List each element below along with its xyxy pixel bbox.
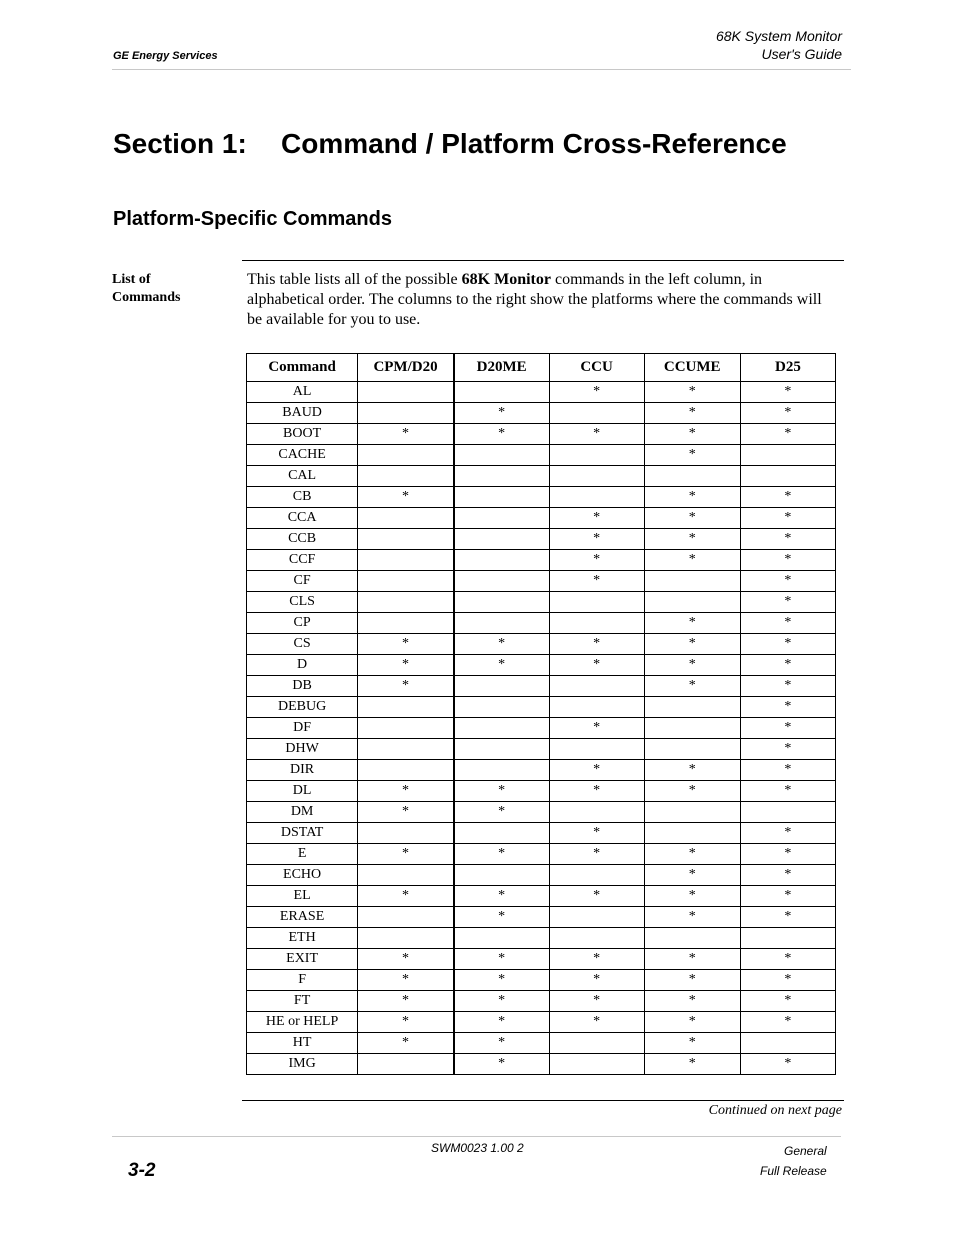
- table-row: [247, 676, 836, 697]
- platform-cell: *: [549, 529, 644, 550]
- platform-cell: *: [549, 424, 644, 445]
- platform-cell: *: [644, 445, 740, 466]
- platform-cell: *: [644, 424, 740, 445]
- platform-cell: *: [740, 403, 835, 424]
- platform-cell: *: [454, 1033, 549, 1054]
- platform-cell: *: [740, 865, 835, 886]
- footer-right: [760, 1141, 827, 1181]
- platform-cell: [358, 592, 454, 613]
- platform-cell: [358, 697, 454, 718]
- platform-cell: [549, 592, 644, 613]
- table-row: [247, 991, 836, 1012]
- platform-cell: *: [740, 844, 835, 865]
- platform-cell: [454, 445, 549, 466]
- platform-cell: *: [454, 949, 549, 970]
- block-top-rule: [242, 260, 844, 261]
- platform-cell: *: [740, 907, 835, 928]
- platform-cell: [740, 445, 835, 466]
- platform-cell: *: [549, 634, 644, 655]
- platform-cell: *: [740, 487, 835, 508]
- table-row: [247, 550, 836, 571]
- document-title-line2: User's Guide: [761, 46, 842, 62]
- table-row: [247, 949, 836, 970]
- platform-cell: *: [358, 424, 454, 445]
- platform-cell: *: [644, 550, 740, 571]
- platform-cell: [454, 592, 549, 613]
- table-row: [247, 760, 836, 781]
- platform-cell: [549, 445, 644, 466]
- platform-cell: *: [358, 1012, 454, 1033]
- command-cell: DL: [247, 781, 358, 802]
- table-row: [247, 781, 836, 802]
- platform-cell: [740, 802, 835, 823]
- platform-cell: [740, 1033, 835, 1054]
- table-row: [247, 1033, 836, 1054]
- subsection-heading: Platform-Specific Commands: [113, 208, 392, 230]
- command-cell: CF: [247, 571, 358, 592]
- table-row: [247, 739, 836, 760]
- table-body: [247, 382, 836, 1075]
- platform-cell: *: [549, 550, 644, 571]
- platform-cell: [358, 928, 454, 949]
- platform-cell: [549, 928, 644, 949]
- command-cell: DB: [247, 676, 358, 697]
- table-row: [247, 928, 836, 949]
- table-row: [247, 382, 836, 403]
- command-cell: D: [247, 655, 358, 676]
- platform-cell: *: [740, 529, 835, 550]
- platform-cell: [549, 613, 644, 634]
- platform-cell: [358, 550, 454, 571]
- side-label: [112, 271, 232, 307]
- platform-cell: *: [454, 634, 549, 655]
- section-number: Section 1:: [113, 128, 247, 159]
- platform-cell: [454, 865, 549, 886]
- platform-cell: *: [740, 760, 835, 781]
- intro-bold-term: 68K Monitor: [461, 271, 551, 288]
- platform-cell: [358, 907, 454, 928]
- platform-cell: *: [358, 781, 454, 802]
- platform-cell: [454, 676, 549, 697]
- table-row: [247, 529, 836, 550]
- platform-cell: [644, 592, 740, 613]
- platform-cell: *: [644, 1033, 740, 1054]
- platform-cell: *: [644, 676, 740, 697]
- platform-cell: *: [644, 886, 740, 907]
- platform-cell: *: [454, 403, 549, 424]
- platform-cell: [454, 382, 549, 403]
- platform-cell: *: [549, 991, 644, 1012]
- platform-cell: *: [549, 886, 644, 907]
- table-row: [247, 1054, 836, 1075]
- platform-cell: *: [740, 613, 835, 634]
- table-row: [247, 466, 836, 487]
- platform-cell: *: [549, 970, 644, 991]
- platform-cell: *: [549, 781, 644, 802]
- section-heading: [113, 128, 787, 160]
- intro-text-after: commands in the left column, in alphabetical order. The columns to the right show the platforms where the commands will be available for you to use.: [247, 271, 822, 328]
- platform-cell: *: [454, 424, 549, 445]
- platform-cell: *: [549, 571, 644, 592]
- platform-cell: [454, 466, 549, 487]
- platform-cell: *: [740, 886, 835, 907]
- platform-cell: *: [644, 991, 740, 1012]
- command-cell: DEBUG: [247, 697, 358, 718]
- platform-cell: *: [358, 970, 454, 991]
- header-divider: [112, 69, 851, 70]
- command-cell: CP: [247, 613, 358, 634]
- platform-cell: [454, 571, 549, 592]
- platform-cell: *: [740, 970, 835, 991]
- table-row: [247, 655, 836, 676]
- command-cell: DHW: [247, 739, 358, 760]
- platform-cell: [358, 571, 454, 592]
- platform-cell: *: [454, 1012, 549, 1033]
- platform-cell: *: [454, 1054, 549, 1075]
- platform-cell: *: [358, 844, 454, 865]
- command-cell: DSTAT: [247, 823, 358, 844]
- platform-cell: *: [740, 655, 835, 676]
- table-row: [247, 844, 836, 865]
- platform-cell: [358, 382, 454, 403]
- command-cell: EXIT: [247, 949, 358, 970]
- platform-cell: [358, 445, 454, 466]
- intro-paragraph: [247, 270, 827, 330]
- platform-cell: *: [454, 991, 549, 1012]
- command-cell: CLS: [247, 592, 358, 613]
- platform-cell: [549, 1033, 644, 1054]
- platform-cell: [454, 508, 549, 529]
- platform-cell: *: [358, 487, 454, 508]
- command-cell: F: [247, 970, 358, 991]
- column-header: CCUME: [644, 354, 740, 382]
- platform-cell: *: [358, 949, 454, 970]
- table-row: [247, 487, 836, 508]
- platform-cell: [358, 823, 454, 844]
- platform-cell: *: [549, 949, 644, 970]
- platform-cell: [358, 529, 454, 550]
- platform-cell: [454, 487, 549, 508]
- platform-cell: [549, 1054, 644, 1075]
- platform-cell: *: [549, 823, 644, 844]
- platform-cell: [549, 739, 644, 760]
- command-cell: BOOT: [247, 424, 358, 445]
- platform-cell: *: [644, 487, 740, 508]
- platform-cell: *: [454, 886, 549, 907]
- platform-cell: *: [740, 1012, 835, 1033]
- platform-cell: *: [549, 760, 644, 781]
- platform-cell: [549, 802, 644, 823]
- platform-cell: [358, 739, 454, 760]
- table-row: [247, 865, 836, 886]
- platform-cell: *: [358, 802, 454, 823]
- platform-cell: [454, 823, 549, 844]
- command-cell: HT: [247, 1033, 358, 1054]
- platform-cell: *: [740, 634, 835, 655]
- block-bottom-rule: [242, 1100, 844, 1101]
- platform-cell: *: [549, 655, 644, 676]
- platform-cell: [740, 466, 835, 487]
- command-cell: CB: [247, 487, 358, 508]
- platform-cell: *: [740, 739, 835, 760]
- section-title: Command / Platform Cross-Reference: [281, 128, 787, 159]
- table-row: [247, 1012, 836, 1033]
- column-header: Command: [247, 354, 358, 382]
- platform-cell: [358, 466, 454, 487]
- footer-divider: [112, 1136, 841, 1137]
- platform-cell: *: [644, 970, 740, 991]
- platform-cell: [644, 823, 740, 844]
- platform-cell: *: [358, 655, 454, 676]
- table-row: [247, 403, 836, 424]
- table-header-row: [247, 354, 836, 382]
- platform-cell: *: [740, 949, 835, 970]
- command-cell: CCB: [247, 529, 358, 550]
- intro-text-before: This table lists all of the possible: [247, 271, 462, 288]
- platform-cell: *: [644, 760, 740, 781]
- command-cell: DIR: [247, 760, 358, 781]
- platform-cell: *: [549, 382, 644, 403]
- document-title: [716, 27, 842, 63]
- footer-category: General: [784, 1144, 827, 1158]
- command-cell: CCA: [247, 508, 358, 529]
- table-row: [247, 634, 836, 655]
- platform-cell: [454, 739, 549, 760]
- table-row: [247, 823, 836, 844]
- table-row: [247, 907, 836, 928]
- platform-cell: [549, 466, 644, 487]
- platform-cell: *: [644, 1054, 740, 1075]
- platform-cell: [740, 928, 835, 949]
- column-header: CPM/D20: [358, 354, 454, 382]
- table-row: [247, 613, 836, 634]
- platform-cell: *: [454, 907, 549, 928]
- platform-cell: *: [549, 508, 644, 529]
- command-cell: E: [247, 844, 358, 865]
- side-label-line1: List of: [112, 272, 151, 287]
- column-header: D25: [740, 354, 835, 382]
- platform-cell: [454, 718, 549, 739]
- platform-cell: *: [644, 529, 740, 550]
- platform-cell: [644, 697, 740, 718]
- platform-cell: *: [644, 781, 740, 802]
- column-header: D20ME: [454, 354, 549, 382]
- platform-cell: [358, 1054, 454, 1075]
- platform-cell: [454, 760, 549, 781]
- platform-cell: *: [358, 676, 454, 697]
- document-id: SWM0023 1.00 2: [431, 1141, 524, 1155]
- command-cell: CAL: [247, 466, 358, 487]
- platform-cell: *: [644, 907, 740, 928]
- platform-cell: *: [740, 382, 835, 403]
- platform-cell: [454, 529, 549, 550]
- platform-cell: *: [644, 634, 740, 655]
- platform-cell: [644, 802, 740, 823]
- continued-note: Continued on next page: [708, 1103, 842, 1118]
- platform-cell: [358, 865, 454, 886]
- platform-cell: *: [740, 550, 835, 571]
- platform-cell: [549, 487, 644, 508]
- platform-cell: [358, 718, 454, 739]
- platform-cell: *: [549, 718, 644, 739]
- footer-release: Full Release: [760, 1164, 827, 1178]
- platform-cell: *: [644, 403, 740, 424]
- command-cell: AL: [247, 382, 358, 403]
- command-cell: DF: [247, 718, 358, 739]
- platform-cell: *: [740, 508, 835, 529]
- platform-cell: *: [740, 991, 835, 1012]
- platform-cell: *: [454, 802, 549, 823]
- company-name: GE Energy Services: [113, 50, 218, 62]
- platform-cell: *: [740, 592, 835, 613]
- platform-cell: *: [740, 1054, 835, 1075]
- platform-cell: *: [740, 781, 835, 802]
- table-row: [247, 592, 836, 613]
- platform-cell: *: [454, 844, 549, 865]
- platform-cell: [644, 718, 740, 739]
- platform-cell: *: [454, 655, 549, 676]
- platform-cell: [358, 613, 454, 634]
- platform-cell: *: [358, 991, 454, 1012]
- command-platform-table: [246, 353, 836, 1075]
- platform-cell: [549, 697, 644, 718]
- command-cell: IMG: [247, 1054, 358, 1075]
- platform-cell: *: [454, 781, 549, 802]
- platform-cell: *: [644, 844, 740, 865]
- command-cell: FT: [247, 991, 358, 1012]
- column-header: CCU: [549, 354, 644, 382]
- command-cell: ETH: [247, 928, 358, 949]
- platform-cell: [644, 739, 740, 760]
- table-row: [247, 970, 836, 991]
- platform-cell: *: [454, 970, 549, 991]
- command-cell: CACHE: [247, 445, 358, 466]
- table-row: [247, 886, 836, 907]
- table-row: [247, 445, 836, 466]
- platform-cell: [549, 865, 644, 886]
- platform-cell: [358, 760, 454, 781]
- command-cell: EL: [247, 886, 358, 907]
- platform-cell: *: [549, 1012, 644, 1033]
- platform-cell: [549, 403, 644, 424]
- platform-cell: [454, 613, 549, 634]
- platform-cell: *: [358, 886, 454, 907]
- platform-cell: *: [644, 508, 740, 529]
- document-title-line1: 68K System Monitor: [715, 28, 842, 44]
- command-cell: BAUD: [247, 403, 358, 424]
- platform-cell: [644, 571, 740, 592]
- command-cell: CS: [247, 634, 358, 655]
- command-cell: DM: [247, 802, 358, 823]
- platform-cell: [644, 466, 740, 487]
- platform-cell: *: [358, 634, 454, 655]
- platform-cell: *: [740, 697, 835, 718]
- platform-cell: [454, 550, 549, 571]
- platform-cell: [644, 928, 740, 949]
- platform-cell: *: [740, 676, 835, 697]
- table-row: [247, 802, 836, 823]
- platform-cell: *: [644, 949, 740, 970]
- table-row: [247, 697, 836, 718]
- platform-cell: [454, 928, 549, 949]
- platform-cell: [454, 697, 549, 718]
- platform-cell: [549, 907, 644, 928]
- platform-cell: [358, 403, 454, 424]
- platform-cell: [358, 508, 454, 529]
- table-row: [247, 718, 836, 739]
- platform-cell: *: [644, 382, 740, 403]
- command-cell: CCF: [247, 550, 358, 571]
- platform-cell: [549, 676, 644, 697]
- platform-cell: *: [644, 1012, 740, 1033]
- platform-cell: *: [644, 655, 740, 676]
- platform-cell: *: [358, 1033, 454, 1054]
- command-cell: ERASE: [247, 907, 358, 928]
- table-row: [247, 571, 836, 592]
- command-cell: HE or HELP: [247, 1012, 358, 1033]
- platform-cell: *: [740, 424, 835, 445]
- table-row: [247, 424, 836, 445]
- side-label-line2: Commands: [112, 290, 181, 305]
- platform-cell: *: [740, 823, 835, 844]
- platform-cell: *: [549, 844, 644, 865]
- platform-cell: *: [740, 718, 835, 739]
- platform-cell: *: [740, 571, 835, 592]
- platform-cell: *: [644, 613, 740, 634]
- page-number: 3-2: [128, 1160, 156, 1181]
- command-cell: ECHO: [247, 865, 358, 886]
- table-row: [247, 508, 836, 529]
- platform-cell: *: [644, 865, 740, 886]
